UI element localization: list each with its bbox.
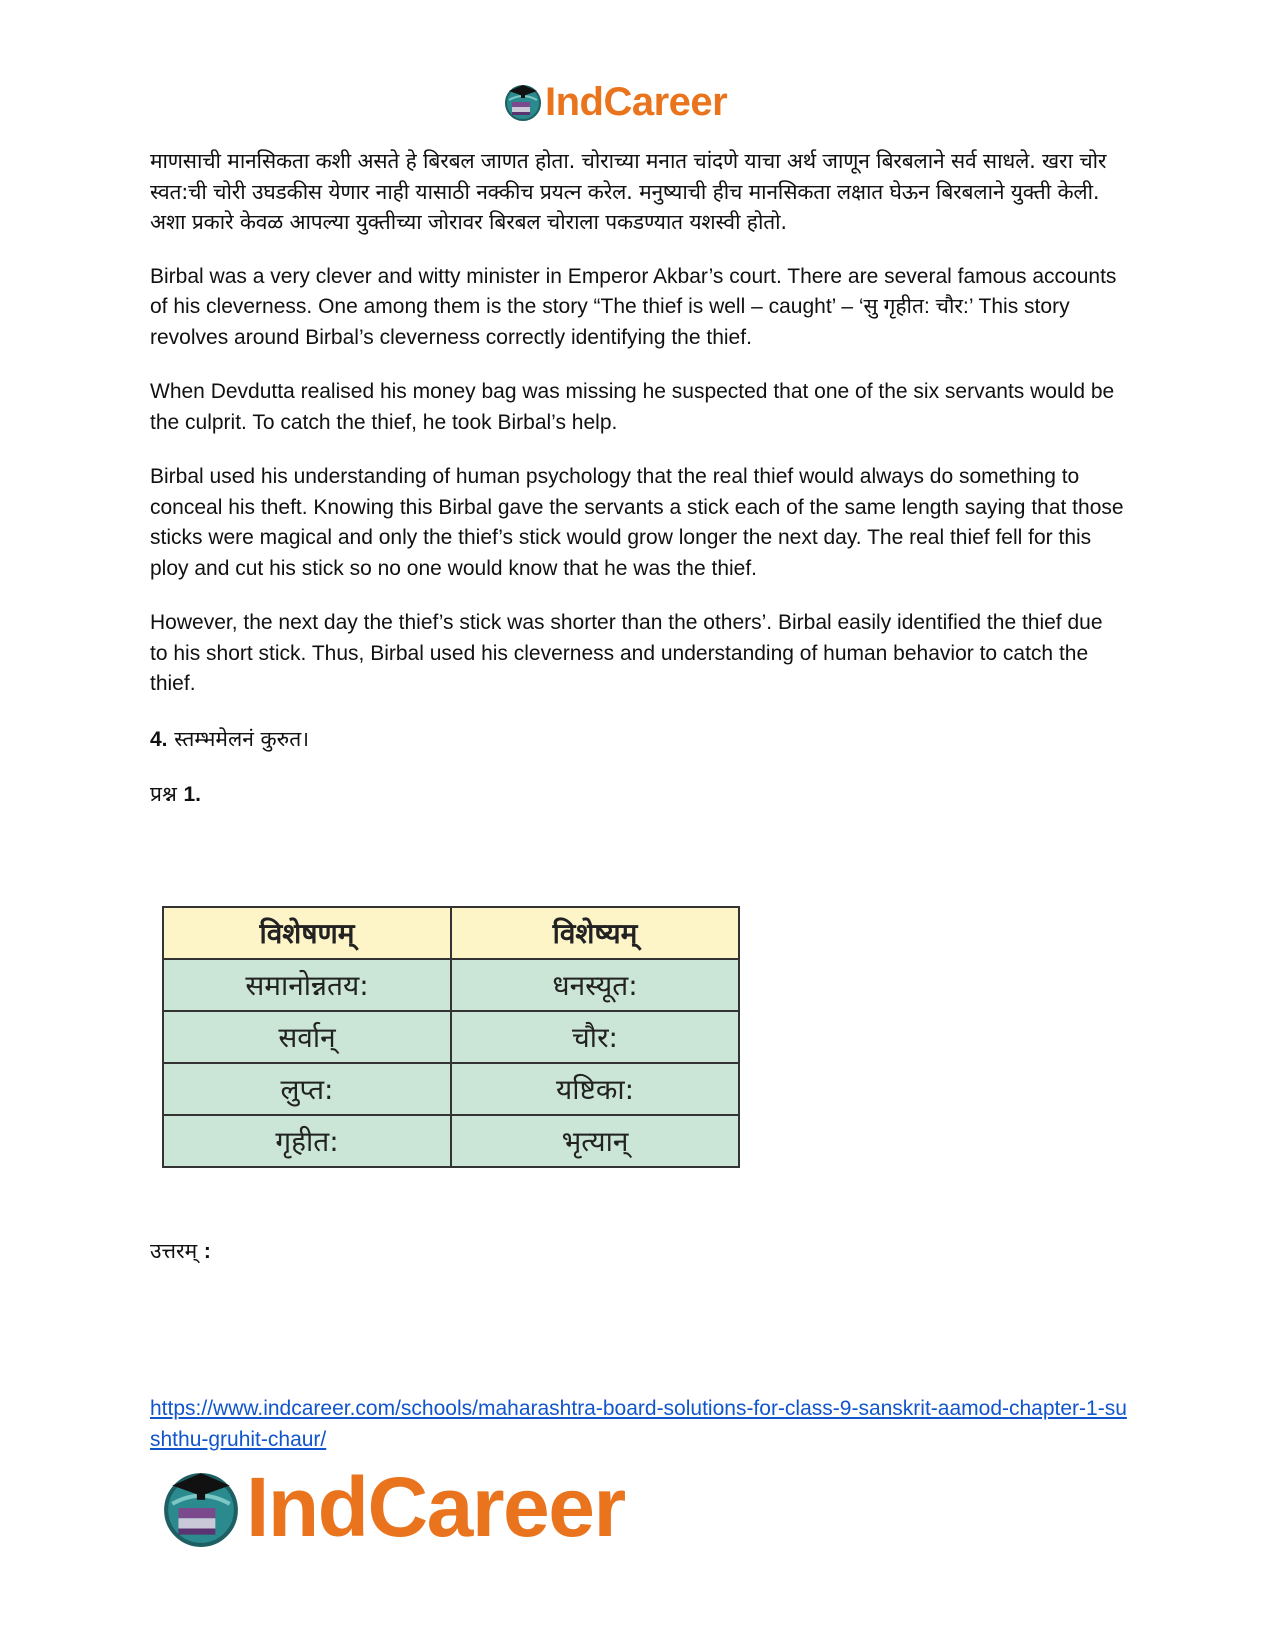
table-row (163, 1011, 739, 1063)
main-content (150, 146, 1125, 810)
table-cell: समानोन्नतय: (163, 959, 451, 1011)
answer-colon: : (203, 1240, 211, 1263)
question-number: 4. (150, 727, 168, 751)
table-header-cell: विशेषणम् (163, 907, 451, 959)
english-paragraph-1: Birbal was a very clever and witty minister in Emperor Akbar’s court. There are several famous accounts of his cleverness. One among them is the story “The thief is well – caught’ – ‘सु गृहीत: चौर:’ This story revolves around Birbal’s cleverness correctly identifying the thief. (150, 264, 1117, 349)
table-row (163, 1063, 739, 1115)
question-heading (150, 724, 1125, 755)
header-logo (503, 80, 727, 124)
answer-text: उत्तरम् (150, 1239, 198, 1263)
table-cell: यष्टिका: (451, 1063, 739, 1115)
match-table-wrapper (162, 906, 740, 1168)
table-cell: चौर: (451, 1011, 739, 1063)
table-cell: सर्वान् (163, 1011, 451, 1063)
match-table (162, 906, 740, 1168)
sub-question-text: प्रश्न (150, 781, 177, 806)
table-cell: भृत्यान् (451, 1115, 739, 1167)
table-header-cell: विशेष्यम् (451, 907, 739, 959)
table-row (163, 1115, 739, 1167)
table-row (163, 959, 739, 1011)
english-paragraph-2: When Devdutta realised his money bag was missing he suspected that one of the six servants would be the culprit. To catch the thief, he took Birbal’s help. (150, 380, 1115, 434)
english-paragraph-4: However, the next day the thief’s stick was shorter than the others’. Birbal easily identified the thief due to his short stick. Thus, Birbal used his cleverness and understanding of human behavior to catch the thief. (150, 611, 1103, 695)
table-cell: गृहीत: (163, 1115, 451, 1167)
globe-graduation-cap-icon (160, 1467, 242, 1549)
answer-label (150, 1237, 211, 1265)
question-title: स्तम्भमेलनं कुरुत। (174, 726, 310, 751)
sub-question-number: 1. (183, 782, 201, 806)
footer-logo (160, 1460, 625, 1554)
table-header-row (163, 907, 739, 959)
marathi-paragraph: माणसाची मानसिकता कशी असते हे बिरबल जाणत होता. चोराच्या मनात चांदणे याचा अर्थ जाणून बिरबलाने सर्व साधले. खरा चोर स्वत:ची चोरी उघडकीस येणार नाही यासाठी नक्कीच प्रयत्न करेल. मनुष्याची हीच मानसिकता लक्षात घेऊन बिरबलाने युक्ती केली. अशा प्रकारे केवळ आपल्या युक्तीच्या जोरावर बिरबल चोराला पकडण्यात यशस्वी होतो. (150, 149, 1107, 234)
sub-question-label (150, 779, 1125, 810)
logo-text: IndCareer (545, 79, 728, 124)
table-cell: धनस्यूत: (451, 959, 739, 1011)
source-link[interactable]: https://www.indcareer.com/schools/maharashtra-board-solutions-for-class-9-sanskrit-aamod-chapter-1-sushthu-gruhit-chaur/ (150, 1397, 1127, 1451)
english-paragraph-3: Birbal used his understanding of human psychology that the real thief would always do something to conceal his theft. Knowing this Birbal gave the servants a stick each of the same length saying that those sticks were magical and only the thief’s stick would grow longer the next day. The real thief fell for this ploy and cut his stick so no one would know that he was the thief. (150, 465, 1124, 580)
footer-logo-text: IndCareer (246, 1460, 625, 1554)
table-cell: लुप्त: (163, 1063, 451, 1115)
globe-graduation-cap-icon (503, 82, 543, 122)
